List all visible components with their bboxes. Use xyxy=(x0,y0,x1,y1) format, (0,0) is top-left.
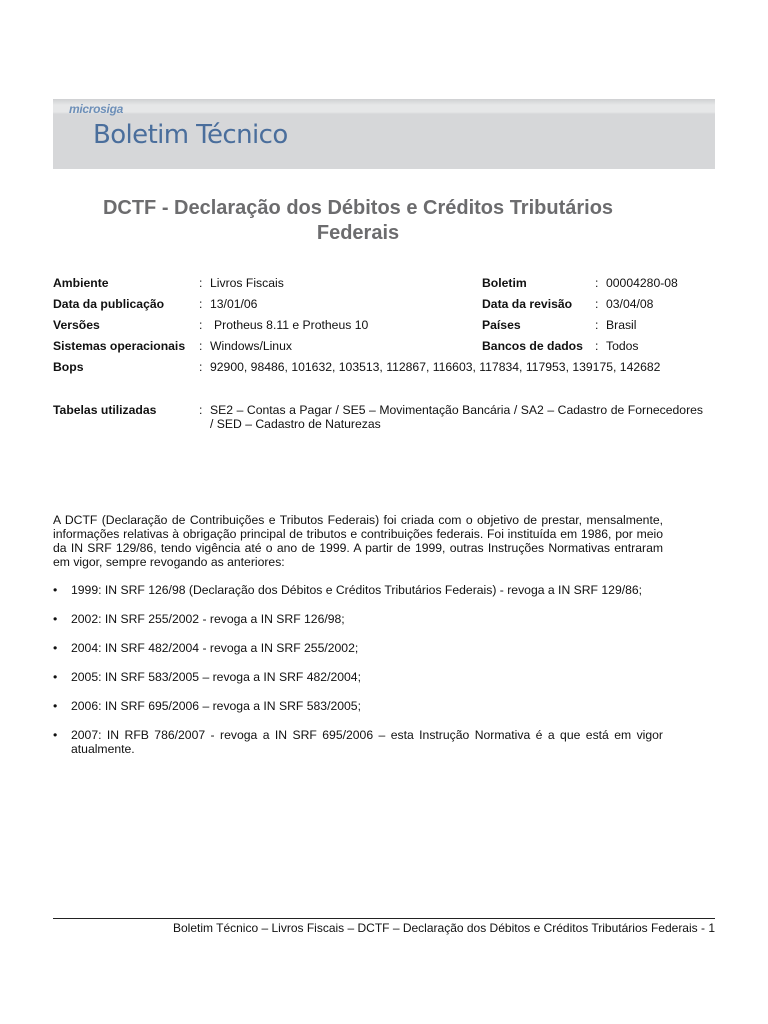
boletim-label: Boletim xyxy=(482,276,527,290)
list-item-text: 2007: IN RFB 786/2007 - revoga a IN SRF 695/2006 – esta Instrução Normativa é a que está em vigor atualmente. xyxy=(71,728,663,756)
bullet-icon: • xyxy=(53,641,58,655)
intro-paragraph: A DCTF (Declaração de Contribuições e Tributos Federais) foi criada com o objetivo de prestar, mensalmente, informações relativas à obrigação principal de tributos e contribuições federais. Foi instituída em 1986, por meio da IN SRF 129/86, tendo vigência até o ano de 1999. A partir de 1999, outras Instruções Normativas entraram em vigor, sempre revogando as anteriores: xyxy=(53,513,663,569)
separator: : xyxy=(199,276,203,290)
bullet-icon: • xyxy=(53,583,58,597)
page-footer: Boletim Técnico – Livros Fiscais – DCTF – Declaração dos Débitos e Créditos Tributários Federais - 1 xyxy=(173,921,715,935)
metadata-row-tabelas xyxy=(53,403,703,438)
metadata-row-sistemas xyxy=(53,339,703,360)
separator: : xyxy=(199,360,203,374)
list-item-text: 2005: IN SRF 583/2005 – revoga a IN SRF 482/2004; xyxy=(71,670,361,684)
list-item xyxy=(53,583,663,597)
history-list xyxy=(53,583,663,771)
tabelas-label: Tabelas utilizadas xyxy=(53,403,157,417)
versoes-value: Protheus 8.11 e Protheus 10 xyxy=(214,318,369,332)
metadata-row-versoes xyxy=(53,318,703,339)
tabelas-value: SE2 – Contas a Pagar / SE5 – Movimentação Bancária / SA2 – Cadastro de Fornecedores / SED – Cadastro de Naturezas xyxy=(210,403,703,431)
list-item xyxy=(53,612,663,626)
separator: : xyxy=(595,297,599,311)
list-item-text: 2004: IN SRF 482/2004 - revoga a IN SRF 255/2002; xyxy=(71,641,359,655)
metadata-spacer xyxy=(53,381,703,403)
bullet-icon: • xyxy=(53,670,58,684)
separator: : xyxy=(595,276,599,290)
separator: : xyxy=(595,339,599,353)
data-revisao-label: Data da revisão xyxy=(482,297,573,311)
footer-divider xyxy=(53,918,715,919)
bancos-label: Bancos de dados xyxy=(482,339,583,353)
boletim-value: 00004280-08 xyxy=(606,276,678,290)
metadata-row-bops xyxy=(53,360,703,381)
sistemas-label: Sistemas operacionais xyxy=(53,339,186,353)
bullet-icon: • xyxy=(53,699,58,713)
metadata-row-ambiente xyxy=(53,276,703,297)
data-publicacao-label: Data da publicação xyxy=(53,297,165,311)
separator: : xyxy=(199,297,203,311)
data-publicacao-value: 13/01/06 xyxy=(210,297,258,311)
bullet-icon: • xyxy=(53,612,58,626)
header-title: Boletim Técnico xyxy=(93,120,288,150)
list-item-text: 1999: IN SRF 126/98 (Declaração dos Débitos e Créditos Tributários Federais) - revoga a IN SRF 129/86; xyxy=(71,583,643,597)
metadata-table xyxy=(53,276,703,438)
microsiga-logo: microsiga xyxy=(69,102,123,116)
bancos-value: Todos xyxy=(606,339,639,353)
metadata-row-datas xyxy=(53,297,703,318)
list-item xyxy=(53,670,663,684)
bops-value: 92900, 98486, 101632, 103513, 112867, 116603, 117834, 117953, 139175, 142682 xyxy=(210,360,661,374)
document-title: DCTF - Declaração dos Débitos e Créditos Tributários Federais xyxy=(102,197,614,244)
list-item xyxy=(53,641,663,655)
paises-value: Brasil xyxy=(606,318,637,332)
separator: : xyxy=(199,403,203,417)
sistemas-value: Windows/Linux xyxy=(210,339,292,353)
bullet-icon: • xyxy=(53,728,58,742)
bops-label: Bops xyxy=(53,360,84,374)
list-item xyxy=(53,699,663,713)
versoes-label: Versões xyxy=(53,318,100,332)
separator: : xyxy=(199,339,203,353)
list-item-text: 2006: IN SRF 695/2006 – revoga a IN SRF 583/2005; xyxy=(71,699,361,713)
separator: : xyxy=(595,318,599,332)
ambiente-label: Ambiente xyxy=(53,276,109,290)
list-item-text: 2002: IN SRF 255/2002 - revoga a IN SRF 126/98; xyxy=(71,612,345,626)
data-revisao-value: 03/04/08 xyxy=(606,297,654,311)
paises-label: Países xyxy=(482,318,521,332)
separator: : xyxy=(199,318,203,332)
bulletin-header xyxy=(53,99,715,169)
ambiente-value: Livros Fiscais xyxy=(210,276,284,290)
list-item xyxy=(53,728,663,756)
